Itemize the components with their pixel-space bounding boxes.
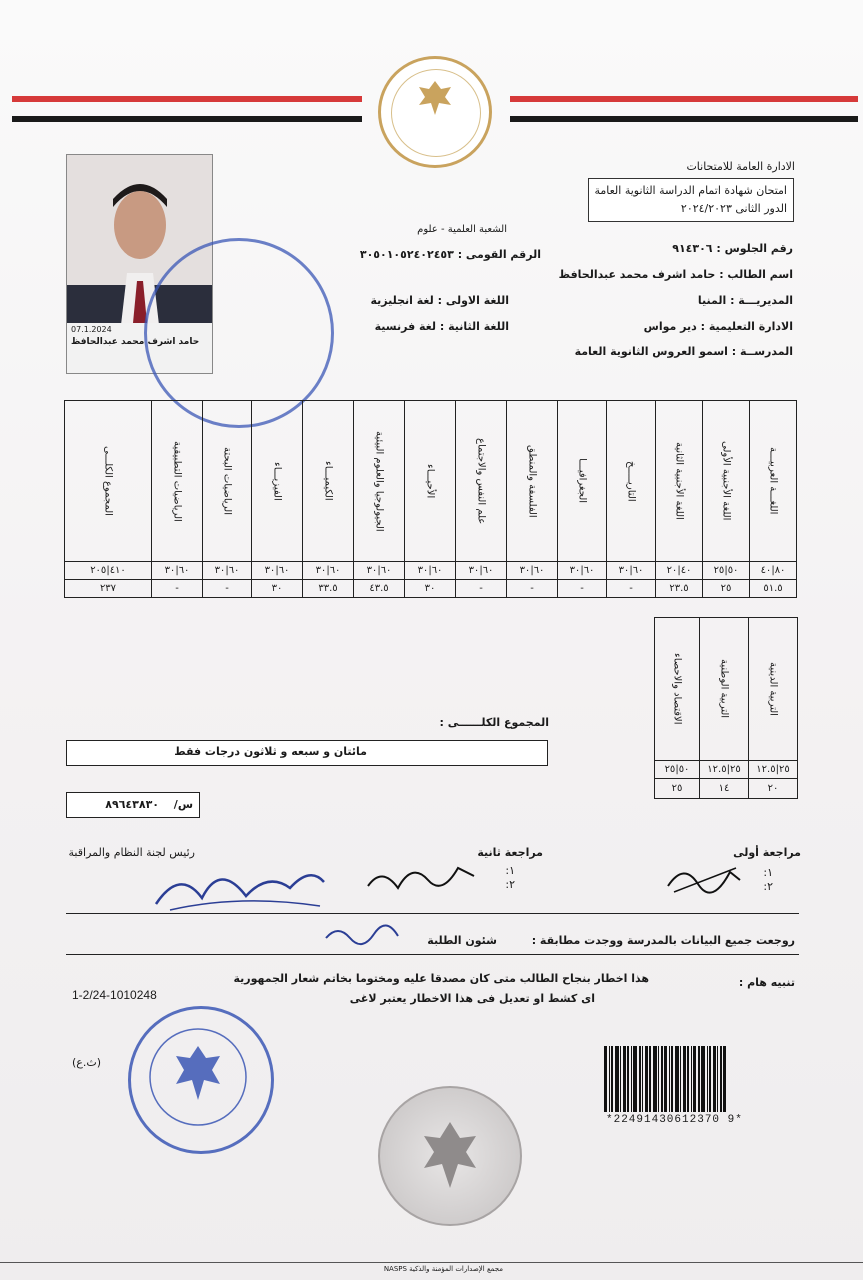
- table-cell: الجغرافيـــا: [558, 401, 607, 562]
- table-cell: ٣٠: [252, 580, 303, 598]
- table-cell: ٦٠|٣٠: [203, 562, 252, 580]
- table-cell: الرياضيات البحتة: [203, 401, 252, 562]
- table-cell: ٦٠|٣٠: [558, 562, 607, 580]
- table-cell: الفيزيـــاء: [252, 401, 303, 562]
- first-review-line1: ١:: [763, 866, 773, 879]
- grades-max-row: [65, 562, 797, 580]
- national-id-row: الرقم القومى : ٣٠٥٠١٠٥٢٤٠٢٤٥٣: [359, 248, 541, 261]
- table-cell: الأحيـــاء: [405, 401, 456, 562]
- directorate: المنيا: [697, 294, 727, 307]
- serial-number: ٨٩٦٤٣٨٣٠: [105, 798, 159, 811]
- directorate-row: المديريـــة : المنيا: [697, 294, 793, 307]
- seat-row: رقم الجلوس : ٩١٤٣٠٦: [672, 242, 793, 255]
- embossed-seal-icon: [378, 1086, 522, 1226]
- table-cell: الجيولوجيا والعلوم البيئية: [354, 401, 405, 562]
- school-row: المدرســة : اسمو العروس الثانوية العامة: [574, 345, 793, 358]
- table-cell: -: [203, 580, 252, 598]
- table-cell: ٢٥: [703, 580, 750, 598]
- table-cell: ٢٣.٥: [656, 580, 703, 598]
- flag-band-red-right: [510, 96, 858, 102]
- table-cell: ١٤: [700, 779, 749, 799]
- table-cell: التربية الوطنية: [700, 618, 749, 761]
- table-cell: الرياضيات التطبيقية: [152, 401, 203, 562]
- table-cell: -: [607, 580, 656, 598]
- total-words-box: [66, 740, 548, 766]
- national-id: ٣٠٥٠١٠٥٢٤٠٢٤٥٣: [359, 248, 454, 261]
- table-cell: ٤١٠|٢٠٥: [65, 562, 152, 580]
- second-review-line1: ١:: [505, 864, 515, 877]
- exam-session: الدور الثانى ٢٠٢٤/٢٠٢٣: [680, 202, 787, 215]
- lang2-row: اللغة الثانية : لغة فرنسية: [374, 320, 509, 333]
- student-name-row: اسم الطالب : حامد اشرف محمد عبدالحافظ: [558, 268, 793, 281]
- table-cell: ٣٣.٥: [303, 580, 354, 598]
- table-cell: المجموع الكلـــى: [65, 401, 152, 562]
- table-cell: الفلسفة والمنطق: [507, 401, 558, 562]
- photo-caption: حامد اشرف محمد عبدالحافظ: [71, 337, 200, 347]
- table-cell: ٢٥: [655, 779, 700, 799]
- lang1-row: اللغة الاولى : لغة انجليزية: [370, 294, 509, 307]
- photo-date: 07.1.2024: [71, 325, 112, 334]
- lang1: لغة انجليزية: [370, 294, 434, 307]
- table-cell: اللغة الأجنبية الأولى: [703, 401, 750, 562]
- table-cell: التربية الدينية: [749, 618, 798, 761]
- table-cell: الاقتصاد والاحصاء: [655, 618, 700, 761]
- divider: [66, 954, 799, 955]
- table-cell: ٢٥|١٢.٥: [700, 761, 749, 779]
- eagle-emblem-icon: [378, 56, 492, 168]
- flag-band-red-left: [12, 96, 362, 102]
- branch: الشعبة العلمية - علوم: [417, 224, 507, 235]
- flag-band-black-left: [12, 116, 362, 122]
- table-cell: ٦٠|٣٠: [507, 562, 558, 580]
- table-cell: ٦٠|٣٠: [303, 562, 354, 580]
- notice-line2: اى كشط او تعديل فى هذا الاخطار يعتبر لاغى: [349, 992, 595, 1005]
- student-affairs-signature-icon: [322, 920, 402, 948]
- seat-number: ٩١٤٣٠٦: [672, 242, 713, 255]
- table-cell: ٣٠: [405, 580, 456, 598]
- first-review-label: مراجعة أولى: [733, 846, 801, 859]
- extra-max-row: [655, 761, 798, 779]
- educational-admin: دير مواس: [643, 320, 697, 333]
- table-cell: اللغـــة العربيـــة: [750, 401, 797, 562]
- grades-score-row: [65, 580, 797, 598]
- student-affairs-label: شئون الطلبة: [427, 934, 497, 947]
- table-cell: -: [507, 580, 558, 598]
- student-name: حامد اشرف محمد عبدالحافظ: [558, 268, 716, 281]
- table-cell: الكيميـــاء: [303, 401, 354, 562]
- table-cell: ٦٠|٣٠: [354, 562, 405, 580]
- table-cell: ٥٠|٢٥: [703, 562, 750, 580]
- table-cell: ٦٠|٣٠: [405, 562, 456, 580]
- table-cell: ٥٠|٢٥: [655, 761, 700, 779]
- second-review-signature-icon: [362, 856, 482, 900]
- table-cell: ٢٣٧: [65, 580, 152, 598]
- grades-header-row: [65, 401, 797, 562]
- first-review-signature-icon: [664, 858, 744, 898]
- table-cell: -: [152, 580, 203, 598]
- table-cell: ٤٠|٢٠: [656, 562, 703, 580]
- first-review-line2: ٢:: [763, 880, 773, 893]
- barcode: [604, 1046, 797, 1112]
- notice-label: تنبيه هام :: [738, 976, 795, 989]
- table-cell: علم النفس والاجتماع: [456, 401, 507, 562]
- footer-text: مجمع الإصدارات المؤمنة والذكية NASPS: [383, 1265, 503, 1273]
- exam-title: امتحان شهادة اتمام الدراسة الثانوية العامة: [594, 184, 787, 197]
- committee-head-label: رئيس لجنة النظام والمراقبة: [68, 846, 195, 859]
- table-cell: اللغة الأجنبية الثانية: [656, 401, 703, 562]
- table-cell: ٦٠|٣٠: [252, 562, 303, 580]
- authority-title: الادارة العامة للامتحانات: [686, 160, 795, 173]
- table-cell: التاريـــــخ: [607, 401, 656, 562]
- admin-row: الادارة التعليمية : دير مواس: [643, 320, 793, 333]
- committee-head-signature-icon: [150, 858, 330, 914]
- table-cell: -: [558, 580, 607, 598]
- barcode-number: *22491430612370 9*: [606, 1114, 743, 1126]
- table-cell: ٢٠: [749, 779, 798, 799]
- second-review-line2: ٢:: [505, 878, 515, 891]
- table-cell: ٦٠|٣٠: [152, 562, 203, 580]
- lang2: لغة فرنسية: [374, 320, 436, 333]
- grades-table: [64, 400, 797, 598]
- extra-score-row: [655, 779, 798, 799]
- verification-statement: روجعت جميع البيانات بالمدرسة ووجدت مطابقة :: [531, 934, 795, 947]
- serial-prefix: س/: [173, 798, 193, 811]
- table-cell: ٦٠|٣٠: [456, 562, 507, 580]
- notice-line1: هذا اخطار بنجاح الطالب متى كان مصدقا عليه ومختوما بخاتم شعار الجمهورية: [233, 972, 649, 985]
- divider: [66, 913, 799, 914]
- table-cell: ٨٠|٤٠: [750, 562, 797, 580]
- exam-header-box: [588, 178, 794, 222]
- serial-box: [66, 792, 200, 818]
- extra-header-row: [655, 618, 798, 761]
- table-cell: ٤٣.٥: [354, 580, 405, 598]
- table-cell: ٦٠|٣٠: [607, 562, 656, 580]
- total-label: المجموع الكلــــــى :: [439, 716, 549, 729]
- table-cell: ٥١.٥: [750, 580, 797, 598]
- school-name: اسمو العروس الثانوية العامة: [574, 345, 728, 358]
- code-mark: (ث.ع): [72, 1056, 102, 1069]
- reference-code: 1-2/24-1010248: [72, 988, 157, 1002]
- table-cell: -: [456, 580, 507, 598]
- republic-seal-icon: [128, 1006, 274, 1154]
- extra-subjects-table: [654, 617, 798, 799]
- second-review-label: مراجعة ثانية: [477, 846, 543, 859]
- flag-band-black-right: [510, 116, 858, 122]
- table-cell: ٢٥|١٢.٥: [749, 761, 798, 779]
- total-in-words: مائتان و سبعه و ثلاثون درجات فقط: [174, 745, 367, 758]
- divider: [0, 1262, 863, 1263]
